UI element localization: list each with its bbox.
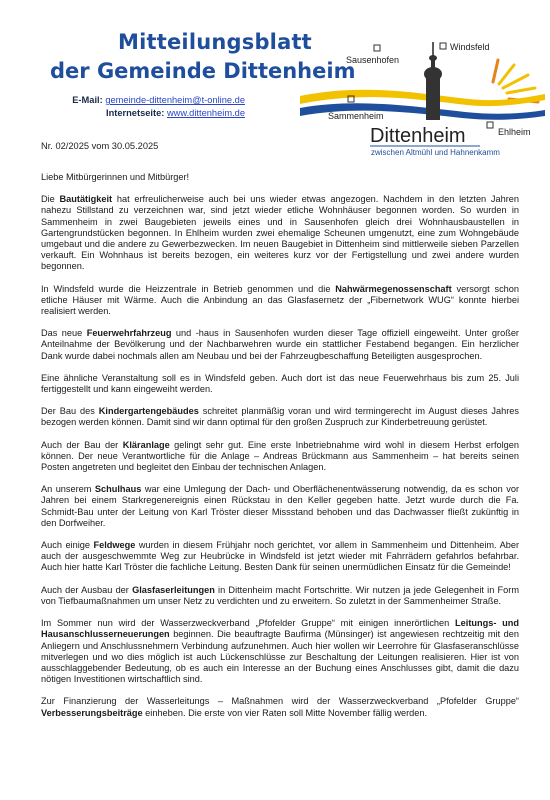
web-link[interactable]: www.dittenheim.de	[166, 108, 245, 118]
paragraph-school: An unserem Schulhaus war eine Umlegung der Dach- und Oberflächenentwässerung notwendig, da es schon vor Jahren bei einem Starkregenereignis einen Rückstau in den Keller gegeben hatte. Jetzt wurde durch die Fa. Schmidt-Bau unter der Leitung von Karl Tröster dieser Missstand behoben und das Dachwasser fließt zukünftig in den Dorfweiher.	[41, 484, 519, 528]
contact-block	[72, 94, 245, 120]
municipality-title: der Gemeinde Dittenheim	[50, 59, 356, 83]
village-label-sammenheim: Sammenheim	[328, 111, 384, 121]
paragraph-sewage-plant: Auch der Bau der Kläranlage gelingt sehr gut. Eine erste Inbetriebnahme wird wohl in diesem Herbst erfolgen können. Der neue Verantwortliche für die Anlage – Andreas Brückmann aus Sammenheim – hat bereits seinen Posten angetreten und begleitet den Einbau der technischen Anlagen.	[41, 439, 519, 473]
paragraph-kindergarten: Der Bau des Kindergartengebäudes schreitet planmäßig voran und wird termingerecht im August dieses Jahres bezogen werden können. Damit sind wir dann optimal für den großen Zuspruch zur Kinderbetreuung gerüstet.	[41, 406, 519, 428]
web-line	[72, 107, 245, 120]
paragraph-construction: Die Bautätigkeit hat erfreulicherweise auch bei uns wieder etwas angezogen. Nachdem in den letzten Jahren nahezu Stillstand zu verzeichnen war, sind jetzt wieder etliche Wohnhäuser begonnen worden. So wurden in Sammenheim in zwei Baugebieten jeweils eines und in Sausenhofen gleich drei Wohnhausbaustellen in Gartengrundstücken begonnen. In Ehlheim wurden zwei ehemalige Scheunen umgenutzt, eine zum Wohngebäude umgebaut und die andere zu Gewerbezwecken. Im neuen Baugebiet in Dittenheim sind mittlerweile sieben Parzellen verkauft. Ein Wohnhaus ist bereits bezogen, ein weiteres kurz vor der Fertigstellung und zwei andere wurden begonnen.	[41, 194, 519, 272]
email-line	[72, 94, 245, 107]
village-label-sausenhofen: Sausenhofen	[346, 55, 400, 65]
ehlheim-marker	[487, 122, 493, 128]
web-label: Internetseite:	[105, 108, 165, 118]
paragraph-financing: Zur Finanzierung der Wasserleitungs – Maßnahmen wird der Wasserzweckverband „Pfofelder Gruppe“ Verbesserungsbeiträge einheben. Die erste von vier Raten soll Mitte November fällig werden.	[41, 696, 519, 718]
page-header	[0, 0, 550, 160]
sausenhofen-marker	[374, 45, 380, 51]
paragraph-fire-truck: Das neue Feuerwehrfahrzeug und -haus in Sausenhofen wurden dieser Tage offiziell eingeweiht. Unter großer Anteilnahme der Bevölkerung und der Nachbarwehren wurde ein stattlicher Festabend begangen. Ein herzlicher Dank wurde dabei nochmals allen am Neubau und bei der Fahrzeugbeschaffung Beteiligten ausgesprochen.	[41, 328, 519, 361]
greeting: Liebe Mitbürgerinnen und Mitbürger!	[41, 172, 190, 182]
municipality-logo	[300, 36, 545, 160]
church-tower-icon	[424, 42, 442, 120]
paragraph-fiber: Auch der Ausbau der Glasfaserleitungen in Dittenheim macht Fortschritte. Wir nutzen ja jede Gelegenheit in Form von Tiefbaumaßnahmen um unser Netz zu verdichten und zu erweitern. So zuletzt in der Sammenheimer Straße.	[41, 584, 519, 606]
logo-tagline: zwischen Altmühl und Hahnenkamm	[371, 148, 500, 157]
paragraph-windsfeld-event: Eine ähnliche Veranstaltung soll es in Windsfeld geben. Auch dort ist das neue Feuerwehrhaus bis zum 25. Juli fertiggestellt und kann eingeweiht werden.	[41, 372, 519, 395]
paragraph-field-paths: Auch einige Feldwege wurden in diesem Frühjahr noch gerichtet, vor allem in Sammenheim und Dittenheim. Aber auch der ausgeschwemmte Weg zur Heubrücke in Windsfeld ist jetzt wieder mit Fahrrädern gefahrlos befahrbar. Auch hier hatte Karl Tröster die fachliche Leitung. Besten Dank für seinen unermüdlichen Einsatz für die Gemeinde!	[41, 540, 519, 573]
village-label-windsfeld: Windsfeld	[450, 42, 490, 52]
village-label-ehlheim: Ehlheim	[498, 127, 531, 137]
issue-number: Nr. 02/2025 vom 30.05.2025	[41, 141, 159, 151]
newsletter-title: Mitteilungsblatt	[118, 30, 312, 54]
logo-name: Dittenheim	[370, 125, 466, 147]
letter-body	[41, 172, 519, 730]
email-label: E-Mail:	[72, 95, 103, 105]
email-link[interactable]: gemeinde-dittenheim@t-online.de	[105, 95, 245, 105]
paragraph-water-lines: Im Sommer nun wird der Wasserzweckverband „Pfofelder Gruppe“ mit einigen innerörtlichen Leitungs- und Hausanschlusserneuerungen beginnen. Die beauftragte Baufirma (Münsinger) ist angewiesen rechtzeitig mit den Anliegern und Anschlussnehmern Verbindung aufzunehmen. Auch hier wollen wir Leerrohre für Glasfaseranschlüsse mitverlegen und wo dies möglich ist auch Lückenschlüsse zur Beschaltung der Leitungen realisieren. Hier ist von ausschlaggebender Bedeutung, ob es auch ein Interesse an der Buchung eines Anschlusses gibt, damit die dazu nötigen Investitionen wirtschaftlich sind.	[41, 618, 520, 685]
windsfeld-marker	[440, 43, 446, 49]
sun-icon	[493, 60, 538, 102]
paragraph-district-heating: In Windsfeld wurde die Heizzentrale in Betrieb genommen und die Nahwärmegenossenschaft versorgt schon etliche Häuser mit Wärme. Auch die Anbindung an das Glasfasernetz der „Fibernetwork WUG“ konnte hierbei realisiert werden.	[41, 283, 519, 317]
